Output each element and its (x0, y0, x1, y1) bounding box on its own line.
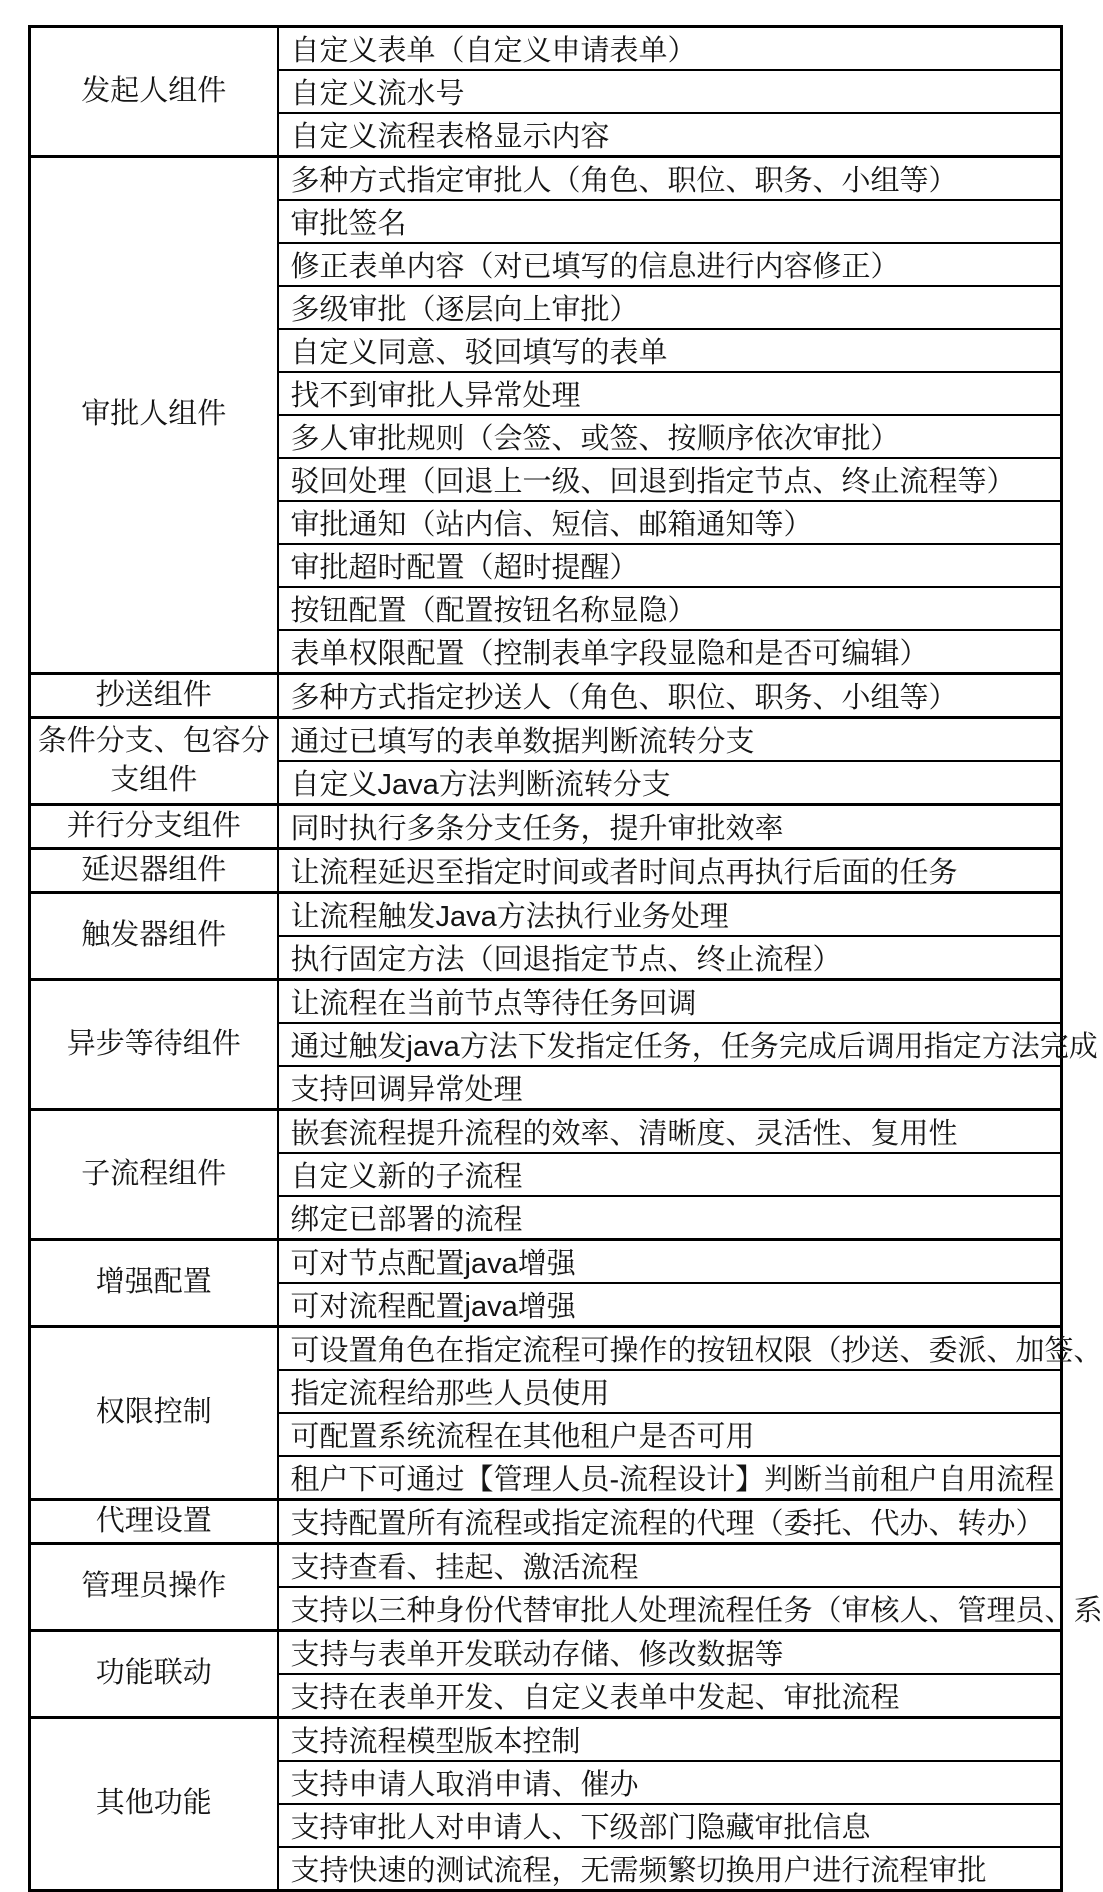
feature-cell: 让流程触发Java方法执行业务处理 (278, 893, 1062, 937)
feature-cell: 嵌套流程提升流程的效率、清晰度、灵活性、复用性 (278, 1110, 1062, 1154)
feature-table (28, 25, 1103, 1892)
feature-cell: 自定义表单（自定义申请表单） (278, 27, 1062, 71)
table-row (30, 157, 1062, 201)
table-row (30, 718, 1062, 762)
feature-cell: 找不到审批人异常处理 (278, 372, 1062, 415)
table-row (30, 805, 1062, 849)
category-cell: 代理设置 (30, 1500, 278, 1544)
feature-cell: 同时执行多条分支任务，提升审批效率 (278, 805, 1062, 849)
table-row (30, 1631, 1062, 1675)
feature-cell: 审批通知（站内信、短信、邮箱通知等） (278, 501, 1062, 544)
feature-cell: 支持申请人取消申请、催办 (278, 1761, 1062, 1804)
table-row (30, 1327, 1062, 1371)
category-cell: 其他功能 (30, 1718, 278, 1891)
table-row (30, 849, 1062, 893)
feature-cell: 支持在表单开发、自定义表单中发起、审批流程 (278, 1674, 1062, 1718)
category-cell: 触发器组件 (30, 893, 278, 980)
feature-cell: 可设置角色在指定流程可操作的按钮权限（抄送、委派、加签、 (278, 1327, 1062, 1371)
feature-cell: 通过触发java方法下发指定任务，任务完成后调用指定方法完成 (278, 1023, 1062, 1066)
feature-cell: 可对流程配置java增强 (278, 1283, 1062, 1327)
feature-cell: 自定义新的子流程 (278, 1153, 1062, 1196)
feature-cell: 自定义同意、驳回填写的表单 (278, 329, 1062, 372)
feature-cell: 表单权限配置（控制表单字段显隐和是否可编辑） (278, 630, 1062, 674)
table-row (30, 893, 1062, 937)
feature-cell: 可对节点配置java增强 (278, 1240, 1062, 1284)
table-row (30, 1110, 1062, 1154)
category-cell: 功能联动 (30, 1631, 278, 1718)
feature-cell: 多种方式指定审批人（角色、职位、职务、小组等） (278, 157, 1062, 201)
feature-cell: 自定义流程表格显示内容 (278, 113, 1062, 157)
feature-cell: 支持以三种身份代替审批人处理流程任务（审核人、管理员、系 (278, 1587, 1062, 1631)
feature-cell: 支持配置所有流程或指定流程的代理（委托、代办、转办） (278, 1500, 1062, 1544)
category-cell: 抄送组件 (30, 674, 278, 718)
feature-cell: 审批超时配置（超时提醒） (278, 544, 1062, 587)
table-row (30, 1718, 1062, 1762)
feature-cell: 支持查看、挂起、激活流程 (278, 1544, 1062, 1588)
feature-cell: 审批签名 (278, 200, 1062, 243)
feature-cell: 支持快速的测试流程，无需频繁切换用户进行流程审批 (278, 1847, 1062, 1891)
feature-cell: 自定义流水号 (278, 70, 1062, 113)
category-cell: 延迟器组件 (30, 849, 278, 893)
feature-cell: 多种方式指定抄送人（角色、职位、职务、小组等） (278, 674, 1062, 718)
feature-cell: 支持与表单开发联动存储、修改数据等 (278, 1631, 1062, 1675)
table-row (30, 674, 1062, 718)
table-row (30, 980, 1062, 1024)
table-row (30, 27, 1062, 71)
feature-cell: 支持回调异常处理 (278, 1066, 1062, 1110)
feature-cell: 多级审批（逐层向上审批） (278, 286, 1062, 329)
feature-cell: 支持流程模型版本控制 (278, 1718, 1062, 1762)
category-cell: 增强配置 (30, 1240, 278, 1327)
feature-cell: 通过已填写的表单数据判断流转分支 (278, 718, 1062, 762)
category-cell: 权限控制 (30, 1327, 278, 1500)
table-row (30, 1240, 1062, 1284)
feature-cell: 执行固定方法（回退指定节点、终止流程） (278, 936, 1062, 980)
category-cell: 管理员操作 (30, 1544, 278, 1631)
table-row (30, 1500, 1062, 1544)
feature-cell: 指定流程给那些人员使用 (278, 1370, 1062, 1413)
category-cell: 审批人组件 (30, 157, 278, 674)
feature-cell: 可配置系统流程在其他租户是否可用 (278, 1413, 1062, 1456)
feature-cell: 支持审批人对申请人、下级部门隐藏审批信息 (278, 1804, 1062, 1847)
category-cell: 发起人组件 (30, 27, 278, 157)
feature-cell: 绑定已部署的流程 (278, 1196, 1062, 1240)
table-row (30, 1544, 1062, 1588)
feature-cell: 让流程延迟至指定时间或者时间点再执行后面的任务 (278, 849, 1062, 893)
feature-cell: 租户下可通过【管理人员-流程设计】判断当前租户自用流程 (278, 1456, 1062, 1500)
feature-cell: 让流程在当前节点等待任务回调 (278, 980, 1062, 1024)
category-cell: 异步等待组件 (30, 980, 278, 1110)
feature-cell: 驳回处理（回退上一级、回退到指定节点、终止流程等） (278, 458, 1062, 501)
feature-cell: 自定义Java方法判断流转分支 (278, 761, 1062, 805)
category-cell: 并行分支组件 (30, 805, 278, 849)
feature-cell: 按钮配置（配置按钮名称显隐） (278, 587, 1062, 630)
category-cell: 子流程组件 (30, 1110, 278, 1240)
feature-cell: 多人审批规则（会签、或签、按顺序依次审批） (278, 415, 1062, 458)
feature-cell: 修正表单内容（对已填写的信息进行内容修正） (278, 243, 1062, 286)
category-cell: 条件分支、包容分支组件 (30, 718, 278, 805)
